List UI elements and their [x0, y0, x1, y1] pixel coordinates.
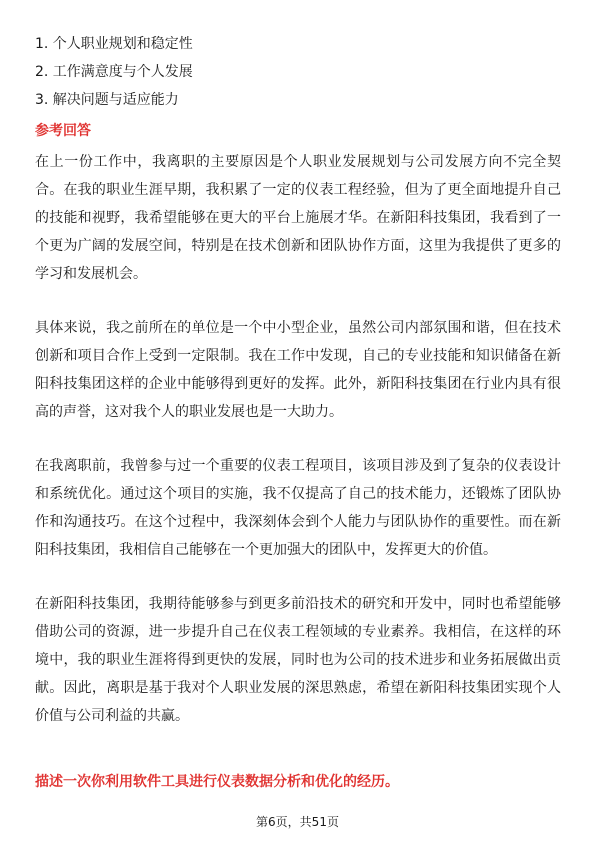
- answer-paragraph: 在上一份工作中，我离职的主要原因是个人职业发展规划与公司发展方向不完全契合。在我的职业生涯早期，我积累了一定的仪表工程经验，但为了更全面地提升自己的技能和视野，我希望能够在更大的平台上施展才华。在新阳科技集团，我看到了一个更为广阔的发展空间，特别是在技术创新和团队协作方面，这里为我提供了更多的学习和发展机会。: [35, 154, 561, 282]
- list-item: 3. 解决问题与适应能力: [35, 92, 179, 108]
- list-item: 2. 工作满意度与个人发展: [35, 64, 193, 80]
- answer-heading: 参考回答: [35, 123, 91, 139]
- page-number: 第6页，共51页: [256, 815, 339, 829]
- answer-paragraph: 在新阳科技集团，我期待能够参与到更多前沿技术的研究和开发中，同时也希望能够借助公司的资源，进一步提升自己在仪表工程领域的专业素养。我相信，在这样的环境中，我的职业生涯将得到更快的发展，同时也为公司的技术进步和业务拓展做出贡献。因此，离职是基于我对个人职业发展的深思熟虑，希望在新阳科技集团实现个人价值与公司利益的共赢。: [35, 596, 561, 724]
- answer-body: [35, 148, 561, 756]
- answer-paragraph: 具体来说，我之前所在的单位是一个中小型企业，虽然公司内部氛围和谐，但在技术创新和项目合作上受到一定限制。我在工作中发现，自己的专业技能和知识储备在新阳科技集团这样的企业中能够得到更好的发挥。此外，新阳科技集团在行业内具有很高的声誉，这对我个人的职业发展也是一大助力。: [35, 320, 561, 420]
- list-item: 1. 个人职业规划和稳定性: [35, 36, 193, 52]
- next-question-heading: 描述一次你利用软件工具进行仪表数据分析和优化的经历。: [35, 774, 399, 790]
- answer-paragraph: 在我离职前，我曾参与过一个重要的仪表工程项目，该项目涉及到了复杂的仪表设计和系统优化。通过这个项目的实施，我不仅提高了自己的技术能力，还锻炼了团队协作和沟通技巧。在这个过程中，我深刻体会到个人能力与团队协作的重要性。而在新阳科技集团，我相信自己能够在一个更加强大的团队中，发挥更大的价值。: [35, 458, 561, 558]
- question-points-list: [35, 30, 560, 114]
